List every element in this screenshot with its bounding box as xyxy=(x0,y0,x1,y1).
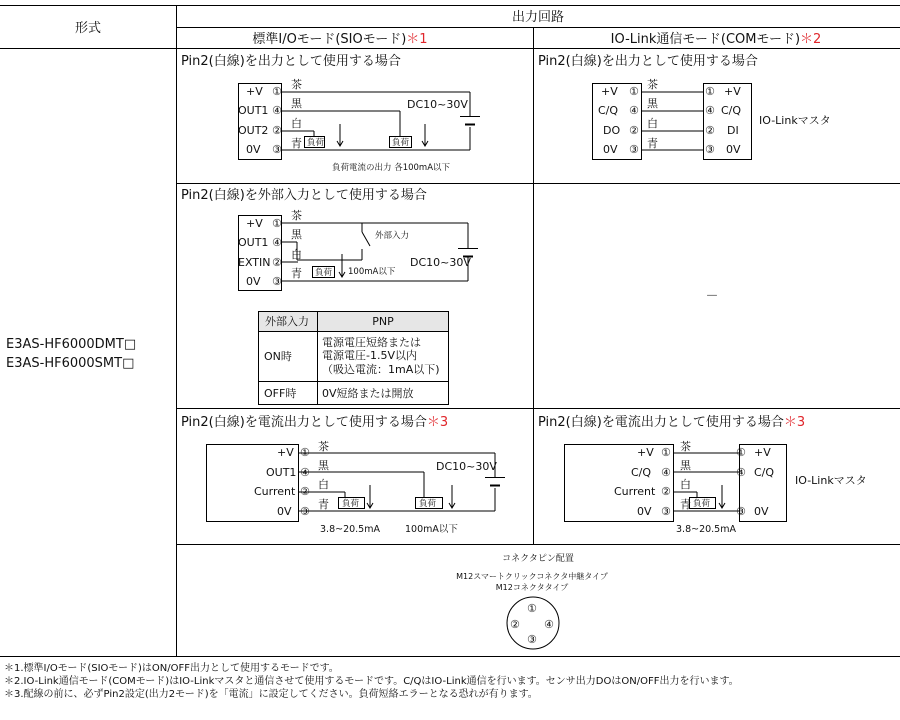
comcur-master-pin-4: ④ xyxy=(736,466,746,479)
spec-header-input: 外部入力 xyxy=(265,315,309,328)
cur-wire-black: 黒 xyxy=(318,459,329,472)
load-1: 負荷 xyxy=(307,138,325,148)
external-input-label: 外部入力 xyxy=(375,231,410,241)
com-current-title: Pin2(白線)を電流出力として使用する場合＊3 xyxy=(538,415,806,430)
footnotes xyxy=(4,662,896,701)
sio-current-output-circuit xyxy=(181,414,505,535)
ext-wire-black: 黒 xyxy=(291,228,302,241)
connector-pin-2: ② xyxy=(510,618,520,631)
ext-pin-1: ① xyxy=(272,217,282,230)
comcur-label-cq: C/Q xyxy=(631,466,652,479)
com-pin-2: ② xyxy=(629,124,639,137)
ext-dc-voltage: DC10~30V xyxy=(410,256,471,269)
cur-pin-3: ③ xyxy=(300,505,310,518)
master-label-plus-v: +V xyxy=(724,85,741,98)
master-pin-4: ④ xyxy=(705,104,715,117)
master-label-cq: C/Q xyxy=(721,104,742,117)
connector-title: コネクタピン配置 xyxy=(502,554,574,564)
cur-pin-2: ② xyxy=(300,485,310,498)
com-output-circuit xyxy=(538,53,831,160)
com-label-0v: 0V xyxy=(603,143,618,156)
model-name-smt: E3AS-HF6000SMT□ xyxy=(6,356,135,371)
connector-pin-layout xyxy=(456,553,608,649)
com-wire-white: 白 xyxy=(647,117,658,130)
comcur-label-current: Current xyxy=(614,485,656,498)
comcur-wire-blue: 青 xyxy=(680,498,691,511)
master-pin-2: ② xyxy=(705,124,715,137)
connector-type-2: M12コネクタタイプ xyxy=(495,583,569,592)
connector-pin-4: ④ xyxy=(544,618,554,631)
ext-label-out1: OUT1 xyxy=(238,236,269,249)
label-out2: OUT2 xyxy=(238,124,269,137)
spec-header-pnp: PNP xyxy=(372,315,394,328)
ext-label-extin: EXTIN xyxy=(238,256,271,269)
cur-pin-4: ④ xyxy=(300,466,310,479)
com-output-title: Pin2(白線)を出力として使用する場合 xyxy=(538,54,758,69)
label-0v: 0V xyxy=(246,143,261,156)
master-pin-1: ① xyxy=(705,85,715,98)
ext-pin-2: ② xyxy=(272,256,282,269)
pin-1: ① xyxy=(272,85,282,98)
ext-wire-white: 白 xyxy=(291,248,302,261)
ext-current-note: 100mA以下 xyxy=(348,267,396,277)
ext-load: 負荷 xyxy=(315,268,333,278)
spec-on-line-3: （吸込電流：1mA以下) xyxy=(322,363,440,376)
master-label-di: DI xyxy=(727,124,739,137)
comcur-pin-2: ② xyxy=(661,485,671,498)
master-pin-3: ③ xyxy=(705,143,715,156)
comcur-master-pin-1: ① xyxy=(736,446,746,459)
footnote-1: ＊1.標準I/Oモード(SIOモード)はON/OFF出力として使用するモードです。 xyxy=(4,663,339,674)
dc-voltage: DC10~30V xyxy=(407,98,468,111)
ext-label-plus-v: +V xyxy=(246,217,263,230)
cur-wire-white: 白 xyxy=(318,478,329,491)
comcur-io-link-master: IO-Linkマスタ xyxy=(795,474,867,487)
comcur-master-cq: C/Q xyxy=(754,466,775,479)
cur-load-2: 負荷 xyxy=(419,499,437,509)
comcur-label-0v: 0V xyxy=(637,505,652,518)
ext-pin-3: ③ xyxy=(272,275,282,288)
spec-on-line-2: 電源電圧-1.5V以内 xyxy=(322,349,417,362)
master-label-0v: 0V xyxy=(726,143,741,156)
comcur-pin-4: ④ xyxy=(661,466,671,479)
spec-on-label: ON時 xyxy=(264,350,292,363)
ext-pin-4: ④ xyxy=(272,236,282,249)
comcur-wire-brown: 茶 xyxy=(680,440,691,453)
external-input-title: Pin2(白線)を外部入力として使用する場合 xyxy=(181,188,427,203)
connector-type-1: M12スマートクリックコネクタ中継タイプ xyxy=(456,572,608,581)
comcur-label-plus-v: +V xyxy=(637,446,654,459)
sio-load-note: 負荷電流の出力 各100mA以下 xyxy=(332,163,451,173)
com-pin-1: ① xyxy=(629,85,639,98)
comcur-master-plus-v: +V xyxy=(754,446,771,459)
comcur-pin-1: ① xyxy=(661,446,671,459)
com-wire-black: 黒 xyxy=(647,97,658,110)
cur-label-0v: 0V xyxy=(277,505,292,518)
label-out1: OUT1 xyxy=(238,104,269,117)
cur-label-current: Current xyxy=(254,485,296,498)
com-label-plus-v: +V xyxy=(601,85,618,98)
connector-pin-1: ① xyxy=(527,602,537,615)
wire-blue: 青 xyxy=(291,137,302,150)
io-link-master-label: IO-Linkマスタ xyxy=(759,114,831,127)
ext-label-0v: 0V xyxy=(246,275,261,288)
wire-white: 白 xyxy=(291,117,302,130)
pin-4: ④ xyxy=(272,104,282,117)
model-name-dmt: E3AS-HF6000DMT□ xyxy=(6,337,137,352)
sio-output-title: Pin2(白線)を出力として使用する場合 xyxy=(181,54,401,69)
sio-output-circuit xyxy=(181,53,480,173)
cur-limit-note: 100mA以下 xyxy=(405,524,458,535)
sio-external-input-circuit xyxy=(181,187,478,405)
cur-range-note: 3.8~20.5mA xyxy=(320,524,380,535)
com-pin-3: ③ xyxy=(629,143,639,156)
com-external-input-empty: － xyxy=(705,289,719,304)
com-label-cq: C/Q xyxy=(598,104,619,117)
footnote-2: ＊2.IO-Link通信モード(COMモード)はIO-Linkマスタと通信させて使用するモードです。C/QはIO-Link通信を行います。センサ出力DOはON/OFF出力を行います。 xyxy=(4,676,739,687)
comcur-master-0v: 0V xyxy=(754,505,769,518)
external-input-spec-table xyxy=(258,311,449,405)
com-current-output-circuit xyxy=(538,414,867,535)
com-pin-4: ④ xyxy=(629,104,639,117)
cur-wire-brown: 茶 xyxy=(318,440,329,453)
load-2: 負荷 xyxy=(392,138,410,148)
comcur-pin-3: ③ xyxy=(661,505,671,518)
sio-mode-header: 標準I/Oモード(SIOモード)＊1 xyxy=(252,32,428,47)
wire-black: 黒 xyxy=(291,97,302,110)
com-wire-blue: 青 xyxy=(647,137,658,150)
cur-pin-1: ① xyxy=(300,446,310,459)
spec-on-line-1: 電源電圧短絡または xyxy=(322,336,421,349)
comcur-master-pin-3: ③ xyxy=(736,505,746,518)
pin-2: ② xyxy=(272,124,282,137)
output-circuit-header: 出力回路 xyxy=(511,10,565,25)
com-label-do: DO xyxy=(603,124,621,137)
connector-pin-3: ③ xyxy=(527,633,537,646)
label-plus-v: +V xyxy=(246,85,263,98)
comcur-range-note: 3.8~20.5mA xyxy=(676,524,736,535)
sio-current-title: Pin2(白線)を電流出力として使用する場合＊3 xyxy=(181,415,449,430)
com-wire-brown: 茶 xyxy=(647,78,658,91)
model-header: 形式 xyxy=(74,21,102,36)
cur-wire-blue: 青 xyxy=(318,498,329,511)
cur-load-1: 負荷 xyxy=(342,499,360,509)
cur-dc-voltage: DC10~30V xyxy=(436,460,497,473)
pin-3: ③ xyxy=(272,143,282,156)
spec-off-line-1: 0V短絡または開放 xyxy=(322,387,414,400)
spec-off-label: OFF時 xyxy=(264,387,297,400)
comcur-wire-white: 白 xyxy=(680,478,691,491)
footnote-3: ＊3.配線の前に、必ずPin2設定(出力2モード)を「電流」に設定してください。負荷短絡エラーとなる恐れが有ります。 xyxy=(4,689,538,700)
com-mode-header: IO-Link通信モード(COMモード)＊2 xyxy=(610,32,822,47)
comcur-wire-black: 黒 xyxy=(680,459,691,472)
ext-wire-brown: 茶 xyxy=(291,209,302,222)
cur-label-plus-v: +V xyxy=(277,446,294,459)
comcur-load: 負荷 xyxy=(693,499,711,509)
ext-wire-blue: 青 xyxy=(291,267,302,280)
wire-brown: 茶 xyxy=(291,78,302,91)
cur-label-out1: OUT1 xyxy=(266,466,297,479)
